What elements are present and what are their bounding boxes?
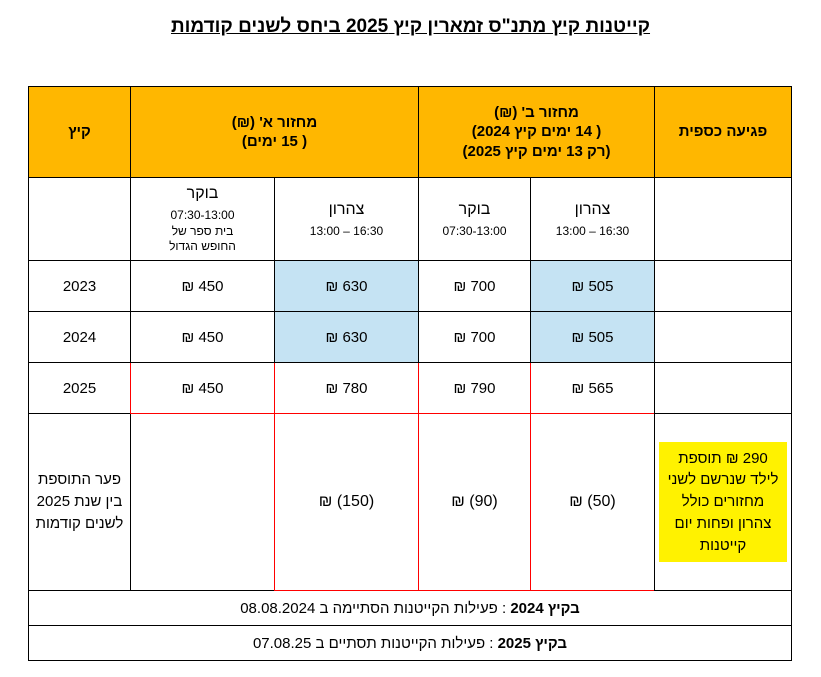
- row-2024-b-noon: 505 ₪: [531, 312, 655, 363]
- row-2024-a-morning: 450 ₪: [131, 312, 275, 363]
- row-2023-money: [655, 261, 792, 312]
- footnote-2025: [29, 626, 792, 661]
- row-2025-year: 2025: [29, 363, 131, 414]
- footnote-2025-rest: : פעילות הקייטנות תסתיים ב 07.08.25: [252, 634, 498, 652]
- subheader-b-morning-title: בוקר: [458, 200, 491, 218]
- table-header-row: [29, 87, 792, 178]
- row-2024-money: [655, 312, 792, 363]
- subheader-year-blank: [29, 178, 131, 261]
- summer-camps-table: [28, 86, 792, 661]
- gap-b-morning: (90) ₪: [419, 414, 531, 591]
- subheader-a-morning-hours: 07:30-13:00: [170, 207, 235, 222]
- subheader-money-blank: [655, 178, 792, 261]
- row-2023-b-morning: 700 ₪: [419, 261, 531, 312]
- subheader-b-morning-hours: 07:30-13:00: [442, 223, 507, 238]
- page-title: קייטנות קיץ מתנ"ס זמארין קיץ 2025 ביחס לשנים קודמות: [170, 16, 651, 37]
- header-cycle-b: [419, 87, 655, 178]
- subheader-a-noon-title: צהרון: [328, 200, 365, 218]
- header-cycle-a: [131, 87, 419, 178]
- table-gap-row: [29, 414, 792, 591]
- footnote-row-2025: [29, 626, 792, 661]
- header-cycle-b-line1: מחזור ב' (₪): [494, 103, 579, 121]
- subheader-a-noon-hours: 16:30 – 13:00: [309, 223, 384, 238]
- row-2024-b-morning: 700 ₪: [419, 312, 531, 363]
- subheader-b-noon: [531, 178, 655, 261]
- header-cycle-b-line2: ( 14 ימים קיץ 2024): [471, 123, 602, 141]
- header-cycle-b-line3: (רק 13 ימים קיץ 2025): [462, 142, 611, 160]
- row-2025-money: [655, 363, 792, 414]
- table-subheader-row: [29, 178, 792, 261]
- row-2023-a-noon: 630 ₪: [275, 261, 419, 312]
- footnote-2024-bold: בקיץ 2024: [510, 599, 580, 617]
- row-2025-b-morning: 790 ₪: [419, 363, 531, 414]
- row-2023-year: 2023: [29, 261, 131, 312]
- footnote-row-2024: [29, 591, 792, 626]
- row-2023-b-noon: 505 ₪: [531, 261, 655, 312]
- header-cycle-a-line1: מחזור א' (₪): [231, 113, 318, 131]
- footnote-2024: [29, 591, 792, 626]
- row-2024-a-noon: 630 ₪: [275, 312, 419, 363]
- subheader-a-morning: [131, 178, 275, 261]
- subheader-a-morning-extra2: החופש הגדול: [169, 239, 236, 254]
- footnote-2024-rest: : פעילות הקייטנות הסתיימה ב 08.08.2024: [240, 599, 511, 617]
- subheader-b-morning: [419, 178, 531, 261]
- row-2025-a-noon: 780 ₪: [275, 363, 419, 414]
- subheader-b-noon-title: צהרון: [574, 200, 611, 218]
- table-row: [29, 261, 792, 312]
- gap-row-label: פער התוספת בין שנת 2025 לשנים קודמות: [29, 414, 131, 591]
- subheader-a-morning-extra1: בית ספר של: [171, 223, 234, 238]
- table-row: [29, 312, 792, 363]
- gap-money-note: 290 ₪ תוספת לילד שנרשם לשני מחזורים כולל צהרון ופחות יום קייטנות: [659, 442, 787, 563]
- gap-a-morning: [131, 414, 275, 591]
- row-2025-a-morning: 450 ₪: [131, 363, 275, 414]
- subheader-b-noon-hours: 16:30 – 13:00: [555, 223, 630, 238]
- gap-a-noon: (150) ₪: [275, 414, 419, 591]
- header-year: קיץ: [29, 87, 131, 178]
- row-2023-a-morning: 450 ₪: [131, 261, 275, 312]
- footnote-2025-bold: בקיץ 2025: [497, 634, 568, 652]
- table-row: [29, 363, 792, 414]
- header-money-impact: פגיעה כספית: [655, 87, 792, 178]
- subheader-a-noon: [275, 178, 419, 261]
- subheader-a-morning-title: בוקר: [186, 185, 219, 203]
- gap-money-note-cell: [655, 414, 792, 591]
- header-cycle-a-line2: ( 15 ימים): [241, 133, 308, 150]
- row-2025-b-noon: 565 ₪: [531, 363, 655, 414]
- summer-camps-table-wrapper: [29, 86, 792, 661]
- gap-b-noon: (50) ₪: [531, 414, 655, 591]
- row-2024-year: 2024: [29, 312, 131, 363]
